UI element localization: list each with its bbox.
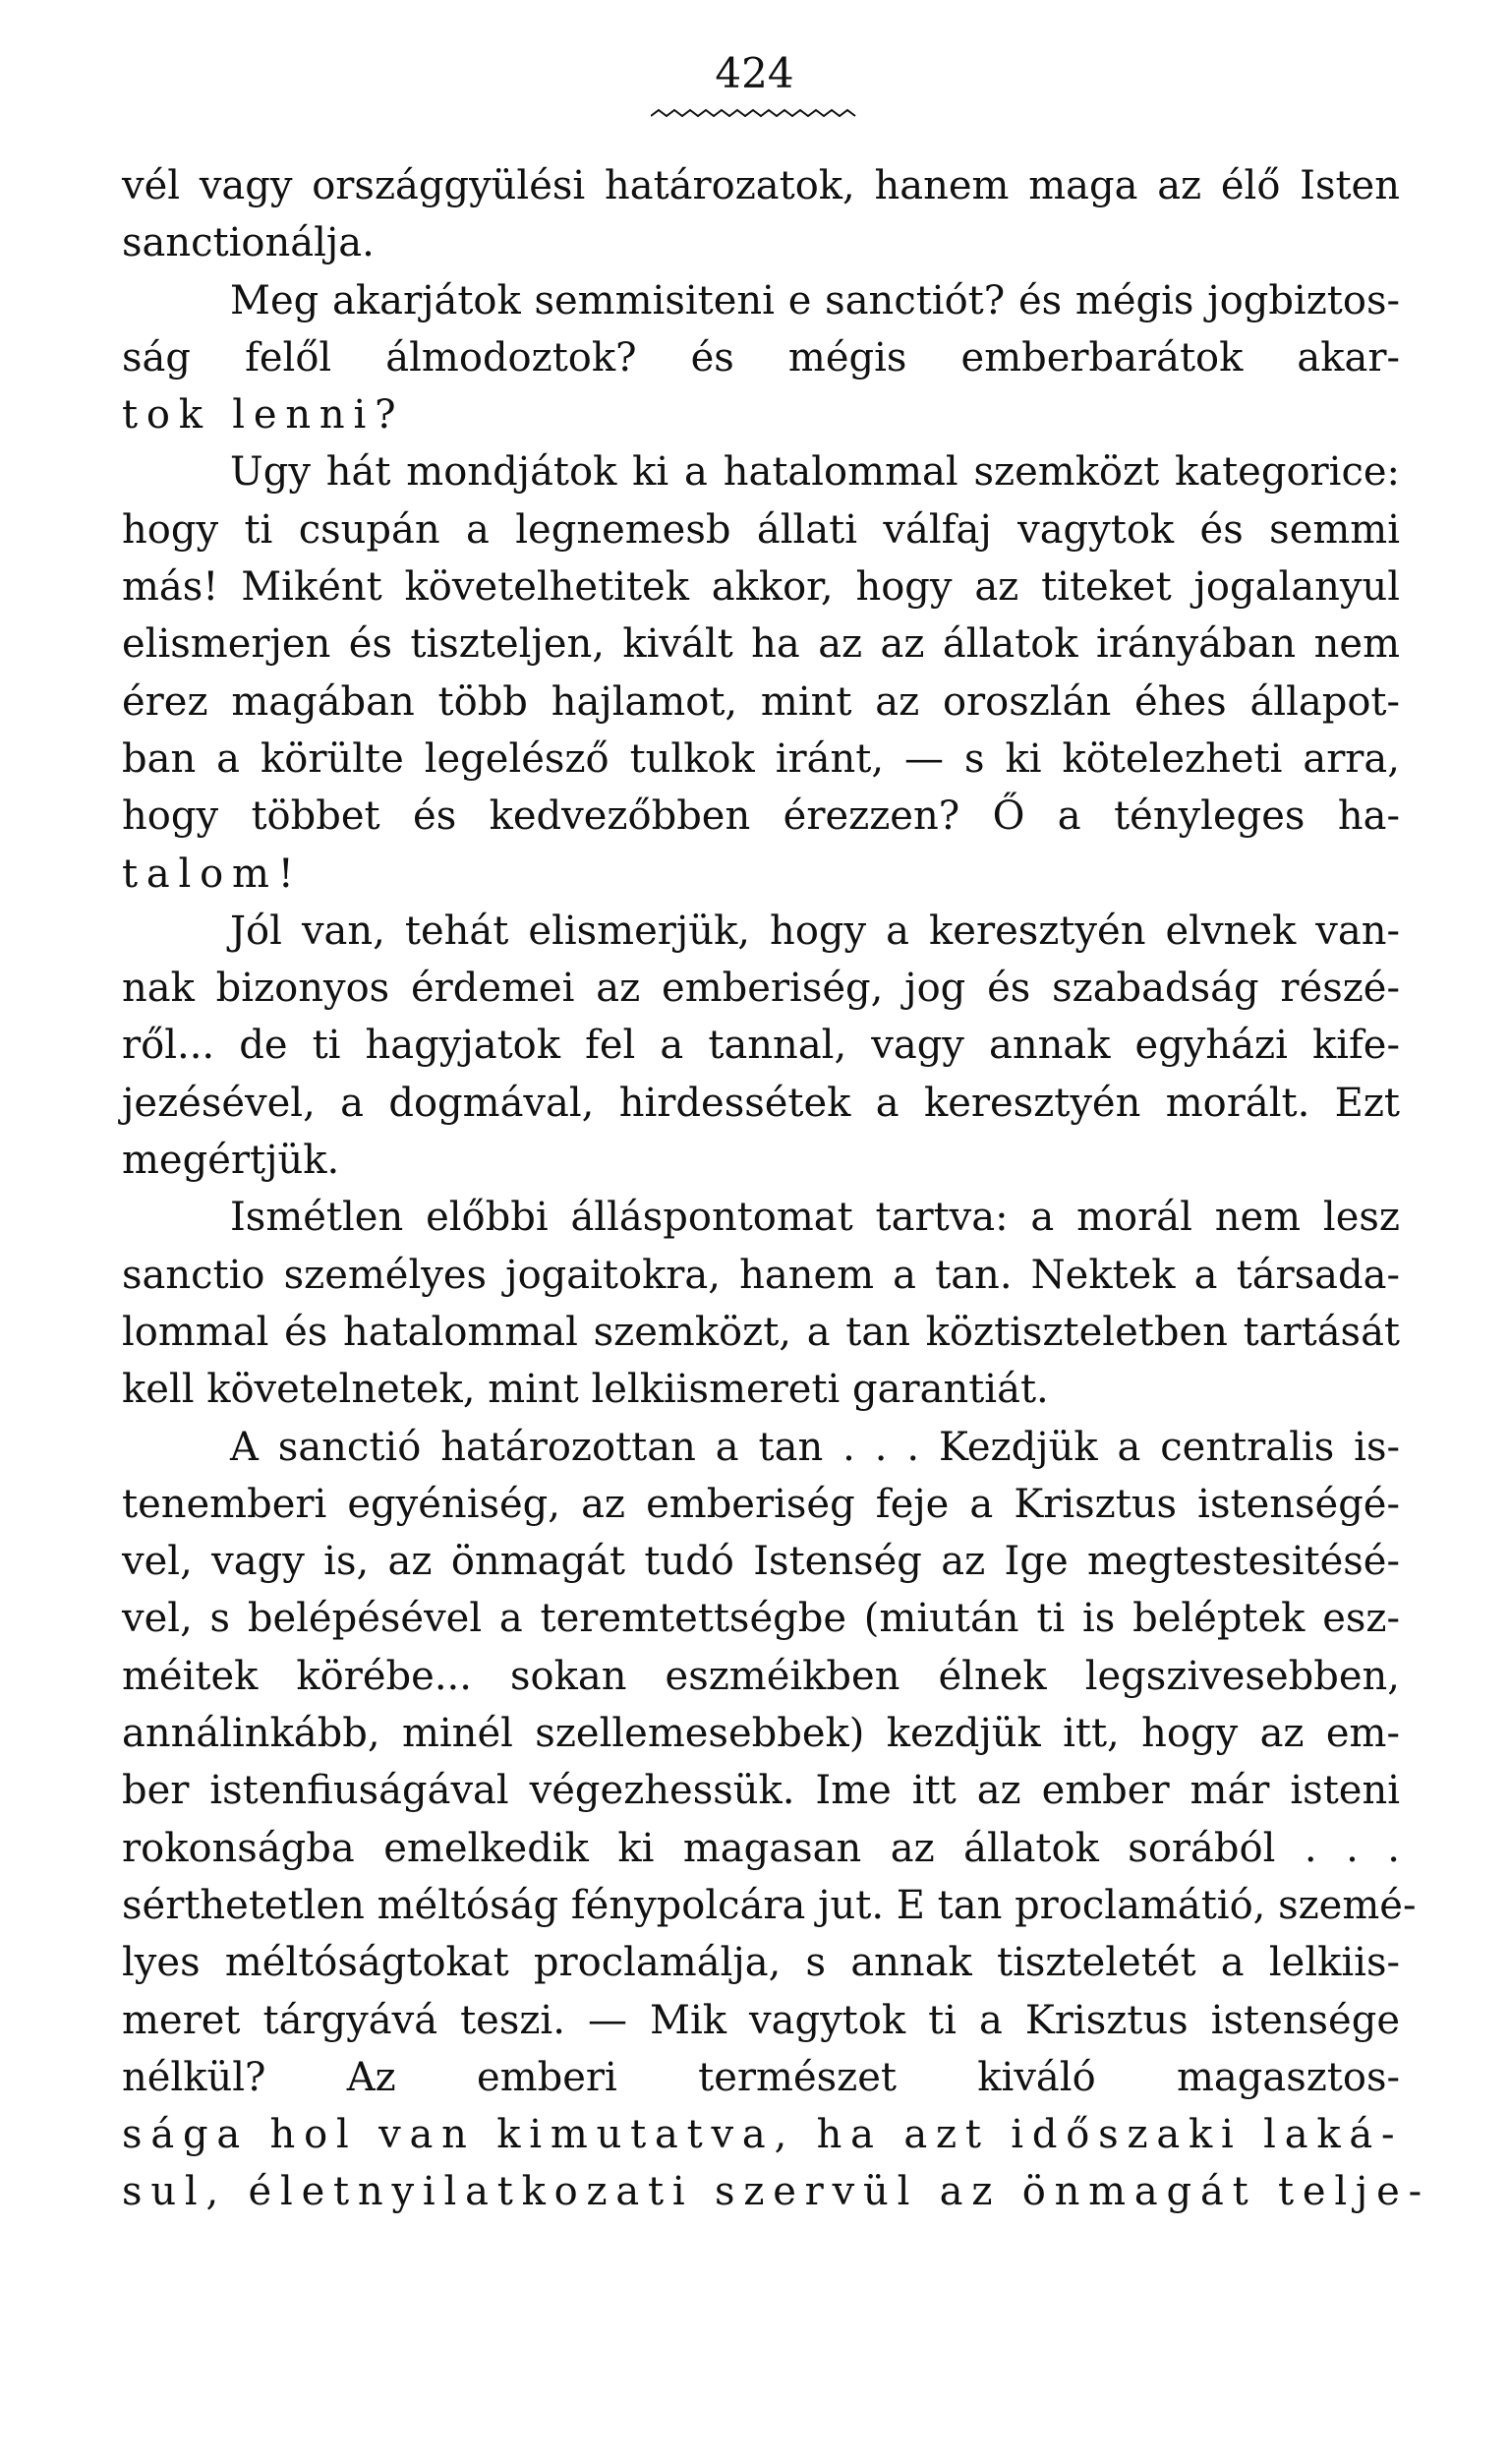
text-line: más! Miként követelhetitek akkor, hogy az titeket jogalanyul — [122, 564, 1400, 611]
text-line: ber istenfiuságával végezhessük. Ime itt az ember már isteni — [122, 1768, 1400, 1814]
body-text — [122, 157, 1430, 2221]
text-line: rokonságba emelkedik ki magasan az állatok sorából . . . — [122, 1825, 1400, 1871]
text-line: sanctio személyes jogaitokra, hanem a tan. Nektek a társada- — [122, 1252, 1400, 1298]
text-line: hogy többet és kedvezőbben érezzen? Ő a tényleges ha- — [122, 793, 1400, 840]
text-line: Ismétlen előbbi álláspontomat tartva: a morál nem lesz — [230, 1195, 1400, 1241]
text-line: lommal és hatalommal szemközt, a tan köztiszteletben tartását — [122, 1309, 1400, 1355]
text-line: jezésével, a dogmával, hirdessétek a keresztyén morált. Ezt — [122, 1080, 1400, 1126]
text-line: tok lenni? — [122, 392, 405, 439]
text-line: vél vagy országgyülési határozatok, hanem maga az élő Isten — [122, 163, 1400, 208]
text-line: Ugy hát mondjátok ki a hatalommal szemközt kategorice: — [230, 449, 1400, 496]
text-line: vel, s belépésével a teremtettségbe (miután ti is beléptek esz- — [122, 1596, 1400, 1642]
text-line: sanctionálja. — [122, 220, 375, 266]
text-line: sága hol van kimutatva, ha azt időszaki laká- — [122, 2112, 1404, 2158]
page-number-ornament — [651, 106, 857, 120]
text-line: méitek körébe... sokan eszméikben élnek legszivesebben, — [122, 1653, 1400, 1699]
text-line: talom! — [122, 851, 303, 897]
text-line: nak bizonyos érdemei az emberiség, jog és szabadság részé- — [122, 966, 1400, 1012]
text-line: ről... de ti hagyjatok fel a tannal, vagy annak egyházi kife- — [122, 1023, 1400, 1069]
text-line: sul, életnyilatkozati szervül az önmagát telje- — [122, 2169, 1430, 2215]
text-line: A sanctió határozottan a tan . . . Kezdjük a centralis is- — [230, 1424, 1400, 1470]
text-line: kell követelnetek, mint lelkiismereti garantiát. — [122, 1367, 1049, 1413]
text-line: Jól van, tehát elismerjük, hogy a keresztyén elvnek van- — [230, 908, 1400, 954]
text-line: vel, vagy is, az önmagát tudó Istenség az Ige megtestesitésé- — [122, 1539, 1400, 1585]
text-line: meret tárgyává teszi. — Mik vagytok ti a Krisztus istensége — [122, 1997, 1400, 2043]
text-line: annálinkább, minél szellemesebbek) kezdjük itt, hogy az em- — [122, 1711, 1400, 1757]
text-line: nélkül? Az emberi természet kiváló magasztos- — [122, 2054, 1400, 2100]
text-line: Meg akarjátok semmisiteni e sanctiót? és mégis jogbiztos- — [230, 277, 1400, 323]
text-line: megértjük. — [122, 1138, 340, 1184]
text-line: tenemberi egyéniség, az emberiség feje a Krisztus istenségé- — [122, 1481, 1400, 1527]
text-line: érez magában több hajlamot, mint az oroszlán éhes állapot- — [122, 678, 1400, 725]
text-line: ság felől álmodoztok? és mégis emberbarátok akar- — [122, 334, 1400, 381]
page-number: 424 — [715, 49, 794, 97]
text-line: elismerjen és tiszteljen, kivált ha az az állatok irányában nem — [122, 621, 1400, 668]
text-line: lyes méltóságtokat proclamálja, s annak tiszteletét a lelkiis- — [122, 1940, 1400, 1986]
text-line: hogy ti csupán a legnemesb állati válfaj vagytok és semmi — [122, 506, 1400, 553]
text-line: ban a körülte legelésző tulkok iránt, — s ki kötelezheti arra, — [122, 735, 1400, 782]
text-line: sérthetetlen méltóság fénypolcára jut. E tan proclamátió, szemé- — [122, 1882, 1417, 1928]
